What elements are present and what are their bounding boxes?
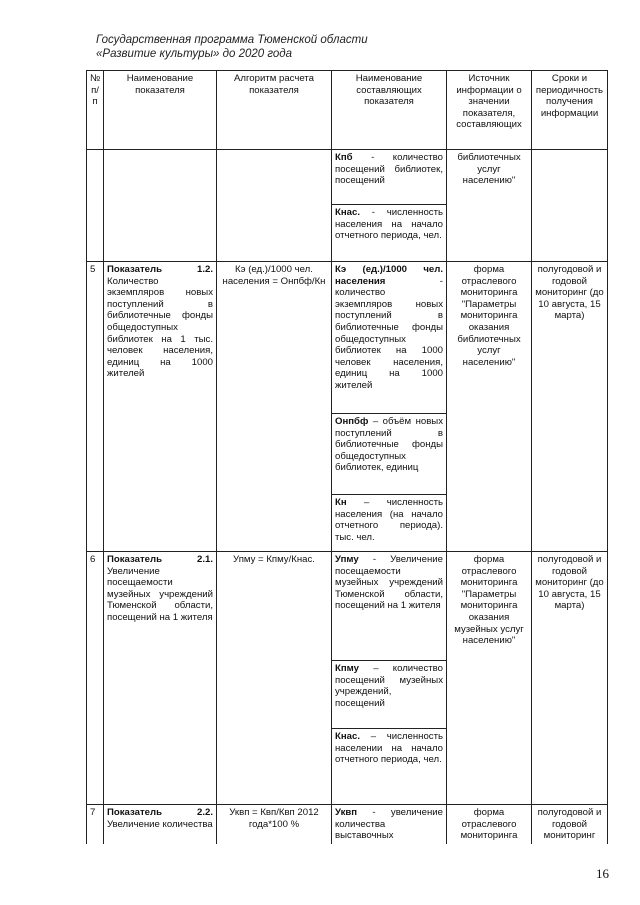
component-term: Кэ (ед.)/1000 чел. населения	[335, 264, 443, 287]
row-5-name	[104, 262, 217, 552]
row-5-num: 5	[87, 262, 104, 552]
table-row	[87, 150, 608, 205]
row-6-source: форма отраслевого мониторинга "Параметры мониторинга оказания музейных услуг населению"	[447, 552, 532, 805]
table-row	[87, 552, 608, 661]
indicator-description: Количество экземпляров новых поступлений в библиотечные фонды общедоступных библиотек на 1 тыс. человек населения, единиц на 1000 жителей	[107, 275, 213, 380]
component-term: Кнас.	[335, 207, 360, 218]
component-term: Кпб	[335, 152, 353, 163]
table-row	[87, 262, 608, 414]
indicators-table	[86, 70, 608, 844]
indicator-description: Увеличение количества	[107, 818, 213, 830]
cont-component-knas	[332, 205, 447, 262]
component-term: Кн	[335, 497, 347, 508]
row-6-component-1	[332, 552, 447, 661]
component-term: Онпбф	[335, 416, 369, 427]
row-5-component-2	[332, 414, 447, 495]
row-6-component-2	[332, 661, 447, 729]
col-header-num: № п/п	[87, 71, 104, 150]
cont-algo-cell	[217, 150, 332, 262]
component-term: Кпму	[335, 663, 359, 674]
component-text: – численность населения (на начало отчетного периода). тыс. чел.	[335, 497, 443, 543]
col-header-terms: Сроки и периодичность получения информации	[532, 71, 608, 150]
component-term: Уквп	[335, 807, 358, 818]
row-6-name	[104, 552, 217, 805]
component-text: - численность населения на начало отчетного периода, чел.	[335, 207, 443, 242]
row-7-num: 7	[87, 805, 104, 844]
row-7-algorithm: Уквп = Квп/Квп 2012 года*100 %	[217, 805, 332, 844]
document-header	[96, 33, 368, 61]
cont-terms-cell	[532, 150, 608, 262]
indicator-title: Показатель 1.2.	[107, 264, 213, 275]
col-header-components: Наименование составляющих показателя	[332, 71, 447, 150]
component-text: - увеличение количества выставочных	[335, 807, 443, 842]
row-7-source: форма отраслевого мониторинга	[447, 805, 532, 844]
component-text: – численность населении на начало отчетного периода, чел.	[335, 731, 443, 766]
table-row	[87, 805, 608, 844]
component-text: - Увеличение посещаемости музейных учреждений Тюменской области, посещений на 1 жителя	[335, 554, 443, 612]
col-header-algo: Алгоритм расчета показателя	[217, 71, 332, 150]
cont-num-cell	[87, 150, 104, 262]
indicator-title: Показатель 2.2.	[107, 807, 213, 818]
cont-name-cell	[104, 150, 217, 262]
component-text: – объём новых поступлений в библиотечные фонды общедоступных библиотек, единиц	[335, 416, 443, 474]
row-5-component-1	[332, 262, 447, 414]
row-5-algorithm: Кэ (ед.)/1000 чел. населения = Онпбф/Кн	[217, 262, 332, 552]
indicator-title: Показатель 2.1.	[107, 554, 213, 565]
table-header-row	[87, 71, 608, 150]
cont-component-kpb	[332, 150, 447, 205]
component-term: Упму	[335, 554, 359, 565]
page-number: 16	[596, 866, 609, 881]
row-7-terms: полугодовой и годовой мониторинг	[532, 805, 608, 844]
component-text: - количество посещений библиотек, посещений	[335, 152, 443, 187]
header-line-2: «Развитие культуры» до 2020 года	[96, 48, 293, 60]
row-5-terms: полугодовой и годовой мониторинг (до 10 августа, 15 марта)	[532, 262, 608, 552]
header-line-1: Государственная программа Тюменской области	[96, 34, 368, 46]
row-5-component-3	[332, 495, 447, 552]
row-7-name	[104, 805, 217, 844]
row-6-terms: полугодовой и годовой мониторинг (до 10 августа, 15 марта)	[532, 552, 608, 805]
indicator-description: Увеличение посещаемости музейных учреждений Тюменской области, посещений на 1 жителя	[107, 565, 213, 623]
col-header-name: Наименование показателя	[104, 71, 217, 150]
row-6-algorithm: Упму = Кпму/Кнас.	[217, 552, 332, 805]
component-text: – количество посещений музейных учреждений, посещений	[335, 663, 443, 709]
row-6-num: 6	[87, 552, 104, 805]
row-6-component-3	[332, 729, 447, 805]
row-7-component-1	[332, 805, 447, 844]
component-text: - количество экземпляров новых поступлений в библиотечные фонды общедоступных библиотек на 1000 человек населения, единиц на 1000 жителей	[335, 275, 443, 391]
col-header-source: Источник информации о значении показателя, составляющих	[447, 71, 532, 150]
row-5-source: форма отраслевого мониторинга "Параметры мониторинга оказания библиотечных услуг населению"	[447, 262, 532, 552]
cont-source-cell: библиотечных услуг населению"	[447, 150, 532, 262]
component-term: Кнас.	[335, 731, 360, 742]
